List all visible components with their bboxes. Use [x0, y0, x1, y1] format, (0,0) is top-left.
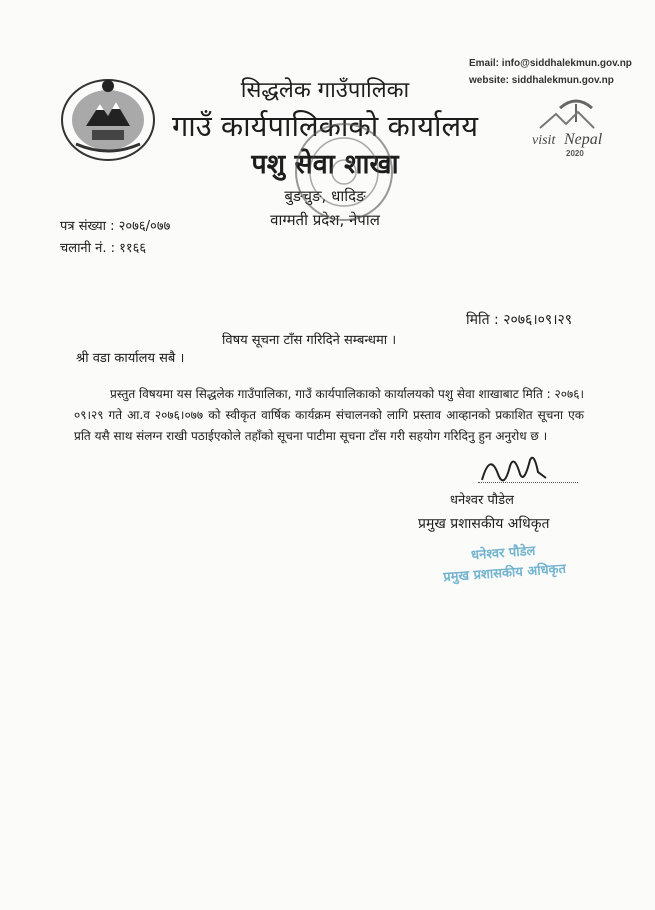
office-title: गाउँ कार्यपालिकाको कार्यालय — [171, 109, 479, 143]
letter-date: मिति : २०७६।०९।२९ — [466, 312, 573, 328]
office-seal — [292, 120, 396, 224]
address-line-1: बुङचुङ, धादिङ — [284, 187, 366, 205]
stamp-title: प्रमुख प्रशासकीय अधिकृत — [442, 561, 567, 586]
office-name: सिद्धलेक गाउँपालिका — [240, 78, 410, 103]
website-text: website: siddhalekmun.gov.np — [469, 75, 614, 86]
nepal-government-emblem — [56, 74, 160, 164]
nepal-word: Nepal — [564, 131, 603, 148]
visit-nepal-logo — [520, 88, 620, 160]
signer-name: धनेश्वर पौडेल — [450, 493, 514, 508]
letter-number: पत्र संख्या : २०७६/०७७ — [60, 219, 171, 234]
reference-block — [60, 216, 170, 260]
handwritten-signature — [476, 444, 556, 492]
salutation: श्री वडा कार्यालय सबै । — [76, 351, 185, 366]
signature-line — [478, 482, 578, 483]
signer-title: प्रमुख प्रशासकीय अधिकृत — [418, 516, 550, 532]
branch-name: पशु सेवा शाखा — [251, 149, 399, 180]
email-text: Email: info@siddhalekmun.gov.np — [469, 58, 632, 69]
address-line-2: वाग्मती प्रदेश, नेपाल — [270, 211, 380, 229]
stamp-name: धनेश्वर पौडेल — [470, 543, 536, 564]
official-stamp — [433, 539, 575, 589]
visit-year: 2020 — [566, 149, 584, 158]
visit-word: visit — [532, 133, 556, 148]
letter-subject: विषय सूचना टाँस गरिदिने सम्बन्धमा । — [222, 333, 397, 348]
dispatch-number: चलानी नं. : ११६६ — [60, 241, 147, 256]
contact-info — [469, 55, 655, 89]
letter-body: प्रस्तुत विषयमा यस सिद्धलेक गाउँपालिका, गाउँ कार्यपालिकाको कार्यालयको पशु सेवा शाखाबाट मिति : २०७६।०९।२९ गते आ.व २०७६।०७७ को स्वीकृत वार्षिक कार्यक्रम संचालनको लागि प्रस्ताव आव्हानको प्रकाशित सूचना एक प्रति यसै साथ संलग्न राखी पठाईएकोले तहाँको सूचना पाटीमा सूचना टाँस गरी सहयोग गरिदिनु हुन अनुरोध छ । — [74, 387, 584, 443]
